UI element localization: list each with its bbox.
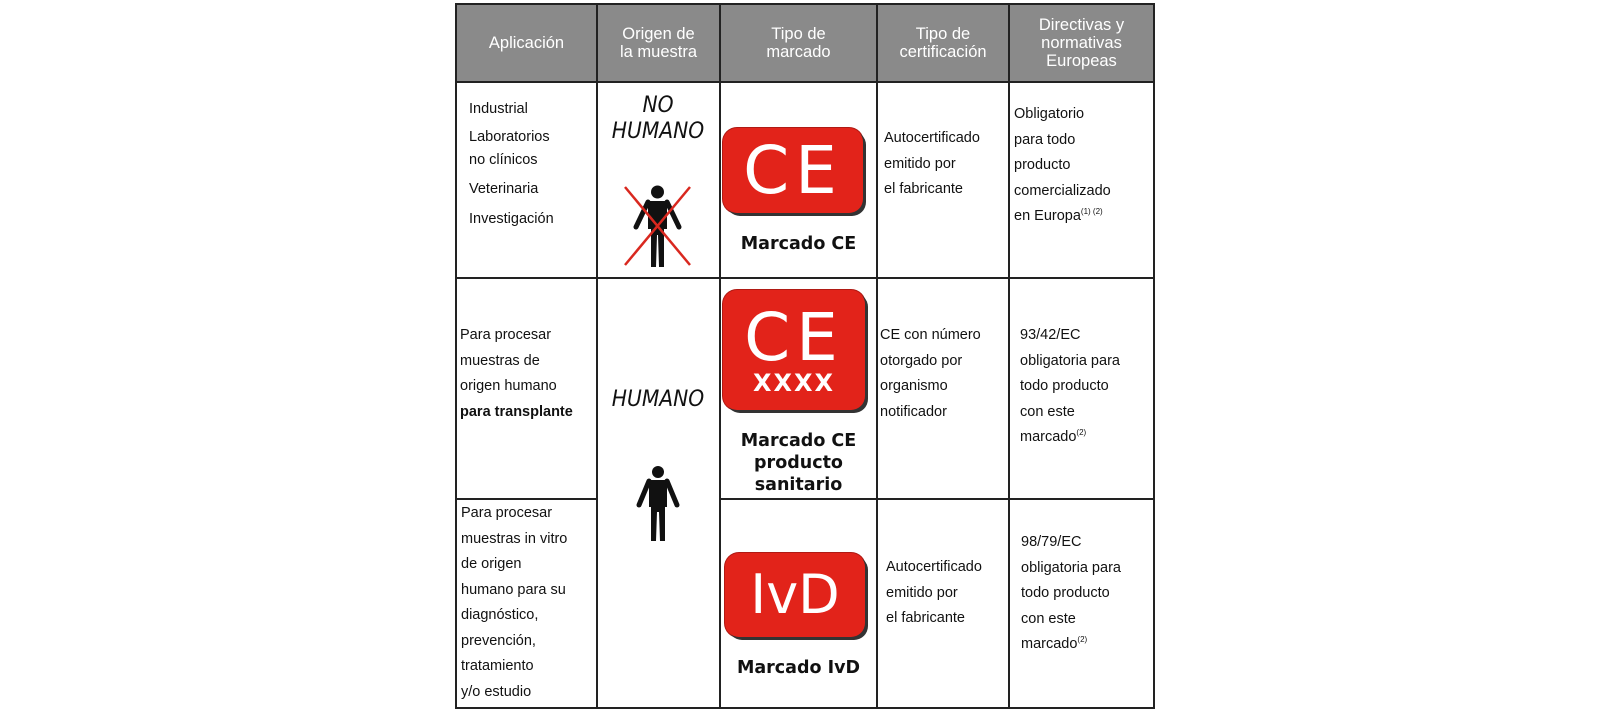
header-tipo-marcado: Tipo de marcado: [721, 5, 876, 81]
no-human-figure-icon: [620, 183, 695, 269]
ivd-mark-caption: Marcado IvD: [736, 658, 861, 678]
marking-table: [455, 3, 1155, 709]
ce-mark-badge: CE: [723, 128, 863, 213]
row-divider: [719, 498, 1153, 500]
column-divider: [1008, 5, 1010, 707]
column-divider: [876, 5, 878, 707]
row3-certification: Autocertificado emitido por el fabricante: [886, 559, 982, 626]
row1-certification: Autocertificado emitido por el fabricante: [884, 130, 980, 197]
ce-sanitary-mark-badge: CE XXXX: [723, 290, 865, 410]
ivd-mark-badge: IvD: [725, 553, 865, 637]
row2-origin-label: HUMANO: [611, 387, 705, 412]
row1-directives: Obligatorio para todo producto comercializado en Europa$^{(1) (2)}$: [1014, 106, 1111, 224]
row-divider: [457, 277, 1153, 279]
row-divider: [457, 498, 596, 500]
ce-sanitary-mark-caption: Marcado CE producto sanitario: [740, 431, 857, 495]
ce-mark-caption: Marcado CE: [740, 234, 857, 254]
row3-directives: 98/79/EC obligatoria para todo producto con este marcado$^{(2)}$: [1021, 534, 1121, 652]
row3-application: Para procesar muestras in vitro de origen humano para su diagnóstico, prevención, tratamiento y/o estudio: [461, 505, 568, 700]
header-tipo-certificacion: Tipo de certificación: [878, 5, 1008, 81]
row-divider: [457, 81, 1153, 83]
header-directivas: Directivas y normativas Europeas: [1010, 5, 1153, 81]
header-aplicacion: Aplicación: [457, 5, 596, 81]
row1-origin-label: NO HUMANO: [611, 93, 705, 144]
human-figure-icon: [635, 465, 681, 543]
row2-certification: CE con número otorgado por organismo notificador: [880, 327, 981, 420]
row1-application: Industrial Laboratorios no clínicos Veterinaria Investigación: [469, 101, 554, 227]
row2-directives: 93/42/EC obligatoria para todo producto con este marcado$^{(2)}$: [1020, 327, 1120, 445]
row2-application: Para procesar muestras de origen humano para transplante: [460, 327, 573, 420]
header-origen: Origen de la muestra: [598, 5, 719, 81]
column-divider: [719, 5, 721, 707]
column-divider: [596, 5, 598, 707]
